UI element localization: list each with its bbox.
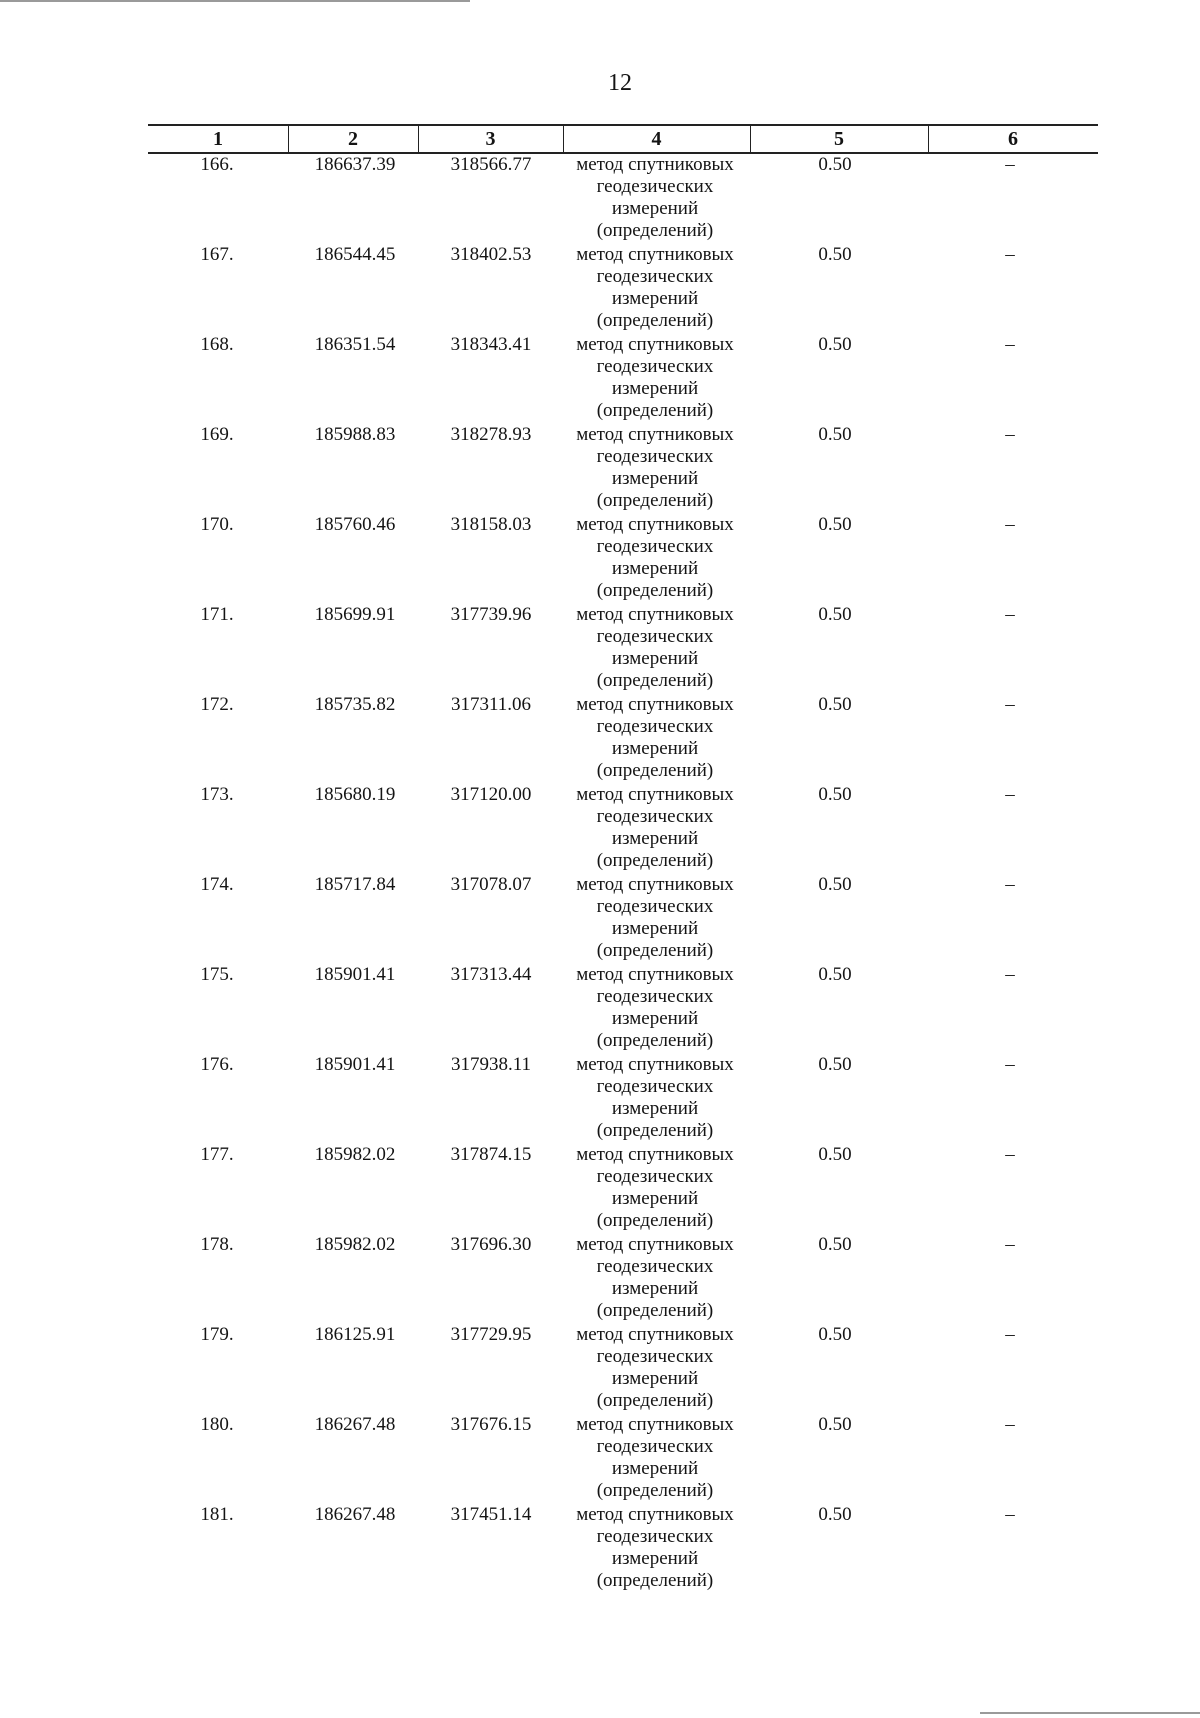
coordinate-y: 317313.44 [450, 964, 532, 985]
method-cell [560, 1324, 750, 1412]
column-header-4: 4 [651, 128, 662, 150]
note-dash: – [1005, 244, 1015, 265]
scan-edge-bottom [980, 1712, 1200, 1714]
coordinate-x: 185680.19 [314, 784, 396, 805]
method-line: метод спутниковых [576, 694, 734, 715]
note-dash: – [1005, 1414, 1015, 1435]
method-line: геодезических [596, 986, 714, 1007]
coordinate-x: 185988.83 [314, 424, 396, 445]
column-header-2: 2 [348, 128, 358, 150]
method-line: измерений [611, 1278, 699, 1299]
column-header-3: 3 [485, 128, 496, 150]
coordinate-y: 318278.93 [450, 424, 532, 445]
method-line: измерений [611, 828, 699, 849]
method-line: метод спутниковых [576, 604, 734, 625]
method-line: геодезических [596, 536, 714, 557]
table-header [148, 124, 1098, 154]
method-cell [560, 964, 750, 1052]
method-line: геодезических [596, 1256, 714, 1277]
point-number: 176. [200, 1054, 234, 1075]
accuracy-value: 0.50 [818, 784, 852, 805]
table-row [0, 1414, 1200, 1504]
coordinate-x: 186125.91 [314, 1324, 396, 1345]
point-number: 181. [200, 1504, 234, 1525]
point-number: 173. [200, 784, 234, 805]
method-line: геодезических [596, 176, 714, 197]
table-row [0, 1234, 1200, 1324]
method-line: (определений) [596, 1030, 714, 1051]
method-line: метод спутниковых [576, 334, 734, 355]
method-line: (определений) [596, 310, 714, 331]
coordinate-y: 317451.14 [450, 1504, 532, 1525]
accuracy-value: 0.50 [818, 1414, 852, 1435]
coordinate-y: 317120.00 [450, 784, 532, 805]
method-line: измерений [611, 468, 699, 489]
point-number: 175. [200, 964, 234, 985]
coordinate-x: 185901.41 [314, 1054, 396, 1075]
method-line: измерений [611, 1188, 699, 1209]
accuracy-value: 0.50 [818, 514, 852, 535]
table-row [0, 604, 1200, 694]
method-cell [560, 1234, 750, 1322]
note-dash: – [1005, 334, 1015, 355]
note-dash: – [1005, 1324, 1015, 1345]
method-line: измерений [611, 378, 699, 399]
method-cell [560, 334, 750, 422]
method-line: (определений) [596, 1300, 714, 1321]
method-line: метод спутниковых [576, 514, 734, 535]
coordinate-x: 185717.84 [314, 874, 396, 895]
note-dash: – [1005, 1054, 1015, 1075]
coordinate-y: 318566.77 [450, 154, 532, 175]
coordinate-x: 185699.91 [314, 604, 396, 625]
table-row [0, 694, 1200, 784]
method-line: (определений) [596, 400, 714, 421]
method-line: метод спутниковых [576, 1144, 734, 1165]
method-line: (определений) [596, 1570, 714, 1591]
coordinate-y: 318158.03 [450, 514, 532, 535]
table-row [0, 514, 1200, 604]
point-number: 180. [200, 1414, 234, 1435]
note-dash: – [1005, 424, 1015, 445]
table-row [0, 964, 1200, 1054]
coordinate-y: 317739.96 [450, 604, 532, 625]
method-line: измерений [611, 1098, 699, 1119]
method-line: измерений [611, 198, 699, 219]
accuracy-value: 0.50 [818, 1234, 852, 1255]
column-header-5: 5 [834, 128, 844, 150]
coordinate-y: 317078.07 [450, 874, 532, 895]
method-line: (определений) [596, 1210, 714, 1231]
method-line: метод спутниковых [576, 784, 734, 805]
method-cell [560, 424, 750, 512]
method-cell [560, 244, 750, 332]
method-line: измерений [611, 1008, 699, 1029]
note-dash: – [1005, 154, 1015, 175]
method-line: метод спутниковых [576, 1414, 734, 1435]
accuracy-value: 0.50 [818, 1504, 852, 1525]
method-line: измерений [611, 648, 699, 669]
method-cell [560, 784, 750, 872]
method-line: метод спутниковых [576, 1504, 734, 1525]
accuracy-value: 0.50 [818, 874, 852, 895]
method-line: (определений) [596, 1120, 714, 1141]
method-line: геодезических [596, 626, 714, 647]
method-line: (определений) [596, 850, 714, 871]
method-cell [560, 604, 750, 692]
method-line: измерений [611, 288, 699, 309]
method-line: геодезических [596, 1076, 714, 1097]
method-cell [560, 694, 750, 782]
scan-edge-top [0, 0, 470, 2]
method-line: метод спутниковых [576, 1054, 734, 1075]
method-cell [560, 1144, 750, 1232]
method-cell [560, 154, 750, 242]
note-dash: – [1005, 784, 1015, 805]
method-line: геодезических [596, 1166, 714, 1187]
table-row [0, 154, 1200, 244]
method-line: геодезических [596, 356, 714, 377]
method-line: (определений) [596, 760, 714, 781]
method-line: измерений [611, 1368, 699, 1389]
coordinate-x: 185982.02 [314, 1234, 396, 1255]
method-line: геодезических [596, 1346, 714, 1367]
method-line: (определений) [596, 670, 714, 691]
coordinate-y: 317938.11 [450, 1054, 532, 1075]
method-cell [560, 514, 750, 602]
column-header-1: 1 [213, 128, 223, 150]
coordinate-x: 185982.02 [314, 1144, 396, 1165]
accuracy-value: 0.50 [818, 694, 852, 715]
method-line: геодезических [596, 716, 714, 737]
method-line: измерений [611, 918, 699, 939]
method-line: геодезических [596, 266, 714, 287]
accuracy-value: 0.50 [818, 1054, 852, 1075]
method-line: измерений [611, 1458, 699, 1479]
note-dash: – [1005, 694, 1015, 715]
accuracy-value: 0.50 [818, 244, 852, 265]
method-line: геодезических [596, 806, 714, 827]
accuracy-value: 0.50 [818, 1144, 852, 1165]
method-line: метод спутниковых [576, 154, 734, 175]
coordinate-x: 186267.48 [314, 1414, 396, 1435]
table-row [0, 1504, 1200, 1594]
point-number: 171. [200, 604, 234, 625]
note-dash: – [1005, 1234, 1015, 1255]
page-number: 12 [608, 70, 632, 96]
point-number: 166. [200, 154, 234, 175]
table-row [0, 784, 1200, 874]
column-header-6: 6 [1008, 128, 1018, 150]
note-dash: – [1005, 1144, 1015, 1165]
table-row [0, 334, 1200, 424]
method-cell [560, 1414, 750, 1502]
point-number: 172. [200, 694, 234, 715]
coordinate-x: 186351.54 [314, 334, 396, 355]
accuracy-value: 0.50 [818, 334, 852, 355]
point-number: 168. [200, 334, 234, 355]
coordinate-x: 185760.46 [314, 514, 396, 535]
accuracy-value: 0.50 [818, 154, 852, 175]
point-number: 179. [200, 1324, 234, 1345]
coordinate-y: 318343.41 [450, 334, 532, 355]
point-number: 167. [200, 244, 234, 265]
point-number: 169. [200, 424, 234, 445]
method-line: (определений) [596, 1480, 714, 1501]
method-line: метод спутниковых [576, 964, 734, 985]
table-row [0, 1324, 1200, 1414]
method-line: геодезических [596, 896, 714, 917]
point-number: 170. [200, 514, 234, 535]
method-cell [560, 874, 750, 962]
coordinate-x: 186544.45 [314, 244, 396, 265]
method-line: (определений) [596, 940, 714, 961]
coordinate-y: 317676.15 [450, 1414, 532, 1435]
method-line: (определений) [596, 220, 714, 241]
table-row [0, 424, 1200, 514]
table-row [0, 874, 1200, 964]
coordinate-y: 318402.53 [450, 244, 532, 265]
method-line: (определений) [596, 580, 714, 601]
accuracy-value: 0.50 [818, 1324, 852, 1345]
coordinate-x: 186267.48 [314, 1504, 396, 1525]
accuracy-value: 0.50 [818, 964, 852, 985]
method-line: измерений [611, 1548, 699, 1569]
method-line: метод спутниковых [576, 244, 734, 265]
method-line: метод спутниковых [576, 1234, 734, 1255]
table-row [0, 1054, 1200, 1144]
method-line: геодезических [596, 446, 714, 467]
accuracy-value: 0.50 [818, 424, 852, 445]
note-dash: – [1005, 514, 1015, 535]
method-line: (определений) [596, 1390, 714, 1411]
method-line: геодезических [596, 1436, 714, 1457]
coordinate-x: 186637.39 [314, 154, 396, 175]
coordinate-x: 185901.41 [314, 964, 396, 985]
method-cell [560, 1504, 750, 1592]
coordinate-y: 317696.30 [450, 1234, 532, 1255]
method-line: геодезических [596, 1526, 714, 1547]
note-dash: – [1005, 604, 1015, 625]
method-line: метод спутниковых [576, 424, 734, 445]
method-line: метод спутниковых [576, 874, 734, 895]
coordinate-y: 317729.95 [450, 1324, 532, 1345]
coordinate-y: 317874.15 [450, 1144, 532, 1165]
note-dash: – [1005, 964, 1015, 985]
table-row [0, 244, 1200, 334]
note-dash: – [1005, 874, 1015, 895]
method-line: (определений) [596, 490, 714, 511]
point-number: 178. [200, 1234, 234, 1255]
point-number: 177. [200, 1144, 234, 1165]
coordinate-x: 185735.82 [314, 694, 396, 715]
method-line: измерений [611, 738, 699, 759]
method-cell [560, 1054, 750, 1142]
point-number: 174. [200, 874, 234, 895]
coordinate-y: 317311.06 [450, 694, 532, 715]
method-line: измерений [611, 558, 699, 579]
accuracy-value: 0.50 [818, 604, 852, 625]
note-dash: – [1005, 1504, 1015, 1525]
method-line: метод спутниковых [576, 1324, 734, 1345]
table-row [0, 1144, 1200, 1234]
